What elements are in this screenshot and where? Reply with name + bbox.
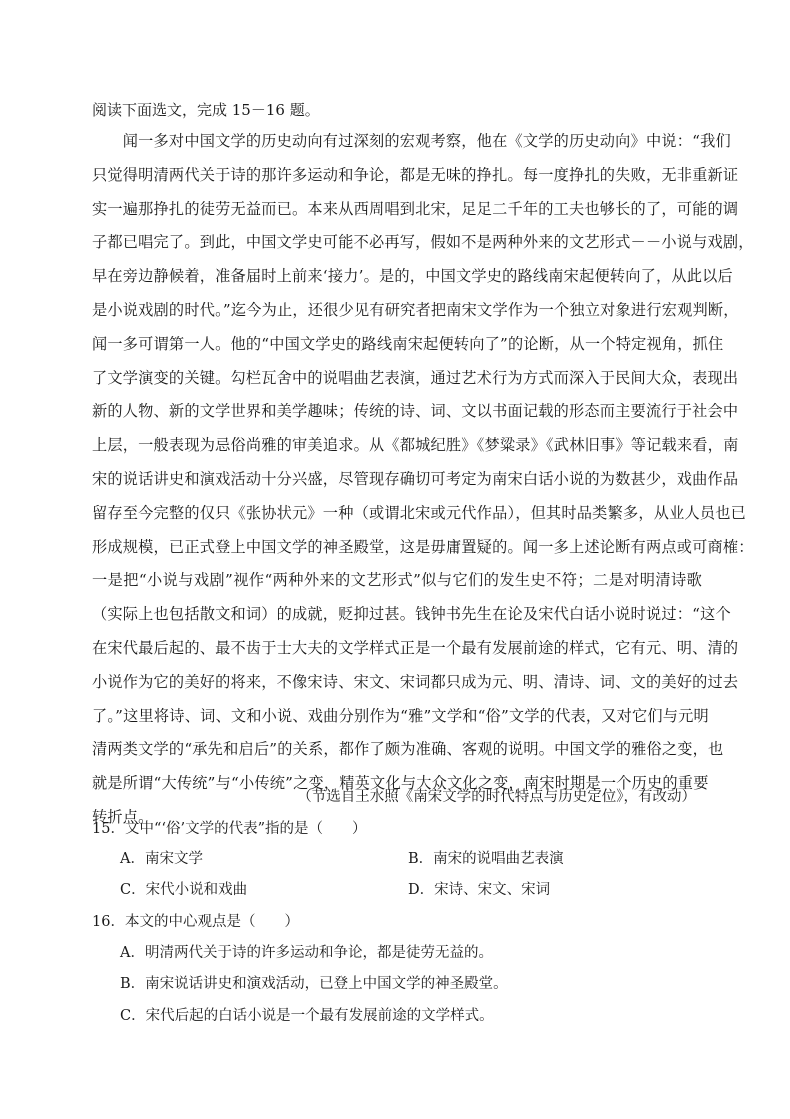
question-15-option-d: D．宋诗、宋文、宋词	[408, 882, 551, 898]
passage-line: 上层，一般表现为忌俗尚雅的审美追求。从《都城纪胜》《梦粱录》《武林旧事》等记载来看，南	[92, 436, 739, 455]
passage-line: 就是所谓“大传统”与“小传统”之变，精英文化与大众文化之变，南宋时期是一个历史的重要	[92, 774, 709, 793]
passage-line: 实一遍那挣扎的徒劳无益而已。本来从西周唱到北宋，足足二千年的工夫也够长的了，可能的调	[92, 199, 739, 218]
question-15-option-c: C．宋代小说和戏曲	[120, 882, 248, 898]
question-16-option-c: C．宋代后起的白话小说是一个最有发展前途的文学样式。	[120, 1008, 494, 1024]
question-15-option-b: B．南宋的说唱曲艺表演	[408, 851, 564, 867]
reading-instruction: 阅读下面选文，完成 15－16 题。	[92, 101, 320, 119]
passage-line: 早在旁边静候着，准备届时上前来‘接力’。是的，中国文学史的路线南宋起便转向了，从此以后	[92, 267, 733, 286]
passage-line: 只觉得明清两代关于诗的那许多运动和争论，都是无味的挣扎。每一度挣扎的失败，无非重新证	[92, 165, 739, 184]
passage-line: 清两类文学的“承先和启后”的关系，都作了颇为准确、客观的说明。中国文学的雅俗之变，也	[92, 740, 724, 759]
passage-line: 转折点。	[92, 807, 154, 826]
passage-line: 宋的说话讲史和演戏活动十分兴盛，尽管现存确切可考定为南宋白话小说的为数甚少，戏曲作品	[92, 469, 739, 488]
question-15-stem: 15．文中“‘俗’文学的代表”指的是（ ）	[92, 821, 367, 837]
passage-line: 留存至今完整的仅只《张协状元》一种（或谓北宋或元代作品），但其时品类繁多，从业人员也已	[92, 503, 747, 522]
question-16-stem: 16．本文的中心观点是（ ）	[92, 914, 299, 930]
passage-line: 了。”这里将诗、词、文和小说、戏曲分别作为“雅”文学和“俗”文学的代表，又对它们与元明	[92, 706, 709, 725]
passage-line: 子都已唱完了。到此，中国文学史可能不必再写，假如不是两种外来的文艺形式－－小说与戏剧，	[92, 233, 754, 252]
passage-line: 闻一多可谓第一人。他的“中国文学史的路线南宋起便转向了”的论断，从一个特定视角，抓住	[92, 334, 724, 353]
passage-line: 了文学演变的关键。勾栏瓦舍中的说唱曲艺表演，通过艺术行为方式而深入于民间大众，表现出	[92, 368, 739, 387]
passage-line: 形成规模，已正式登上中国文学的神圣殿堂，这是毋庸置疑的。闻一多上述论断有两点或可商榷：	[92, 537, 754, 556]
passage-line: 在宋代最后起的、最不齿于士大夫的文学样式正是一个最有发展前途的样式，它有元、明、清的	[92, 638, 739, 657]
passage-line: 小说作为它的美好的将来，不像宋诗、宋文、宋词都只成为元、明、清诗、词、文的美好的过去	[92, 672, 739, 691]
source-citation: （节选自王水照《南宋文学的时代特点与历史定位》，有改动）	[297, 789, 696, 805]
question-16-option-a: A．明清两代关于诗的许多运动和争论，都是徒劳无益的。	[120, 945, 493, 961]
passage-line: 一是把“小说与戏剧”视作“两种外来的文艺形式”似与它们的发生史不符；二是对明清诗歌	[92, 571, 702, 590]
question-15-option-a: A．南宋文学	[120, 851, 203, 867]
passage-line: 新的人物、新的文学世界和美学趣味；传统的诗、词、文以书面记载的形态而主要流行于社会中	[92, 402, 739, 421]
passage-line: （实际上也包括散文和词）的成就，贬抑过甚。钱钟书先生在论及宋代白话小说时说过：“这个	[92, 605, 731, 624]
question-16-option-b: B．南宋说话讲史和演戏活动，已登上中国文学的神圣殿堂。	[120, 976, 508, 992]
passage-line: 是小说戏剧的时代。”迄今为止，还很少见有研究者把南宋文学作为一个独立对象进行宏观判断，	[92, 300, 739, 319]
passage	[92, 130, 754, 840]
passage-line: 闻一多对中国文学的历史动向有过深刻的宏观考察，他在《文学的历史动向》中说：“我们	[92, 132, 731, 150]
